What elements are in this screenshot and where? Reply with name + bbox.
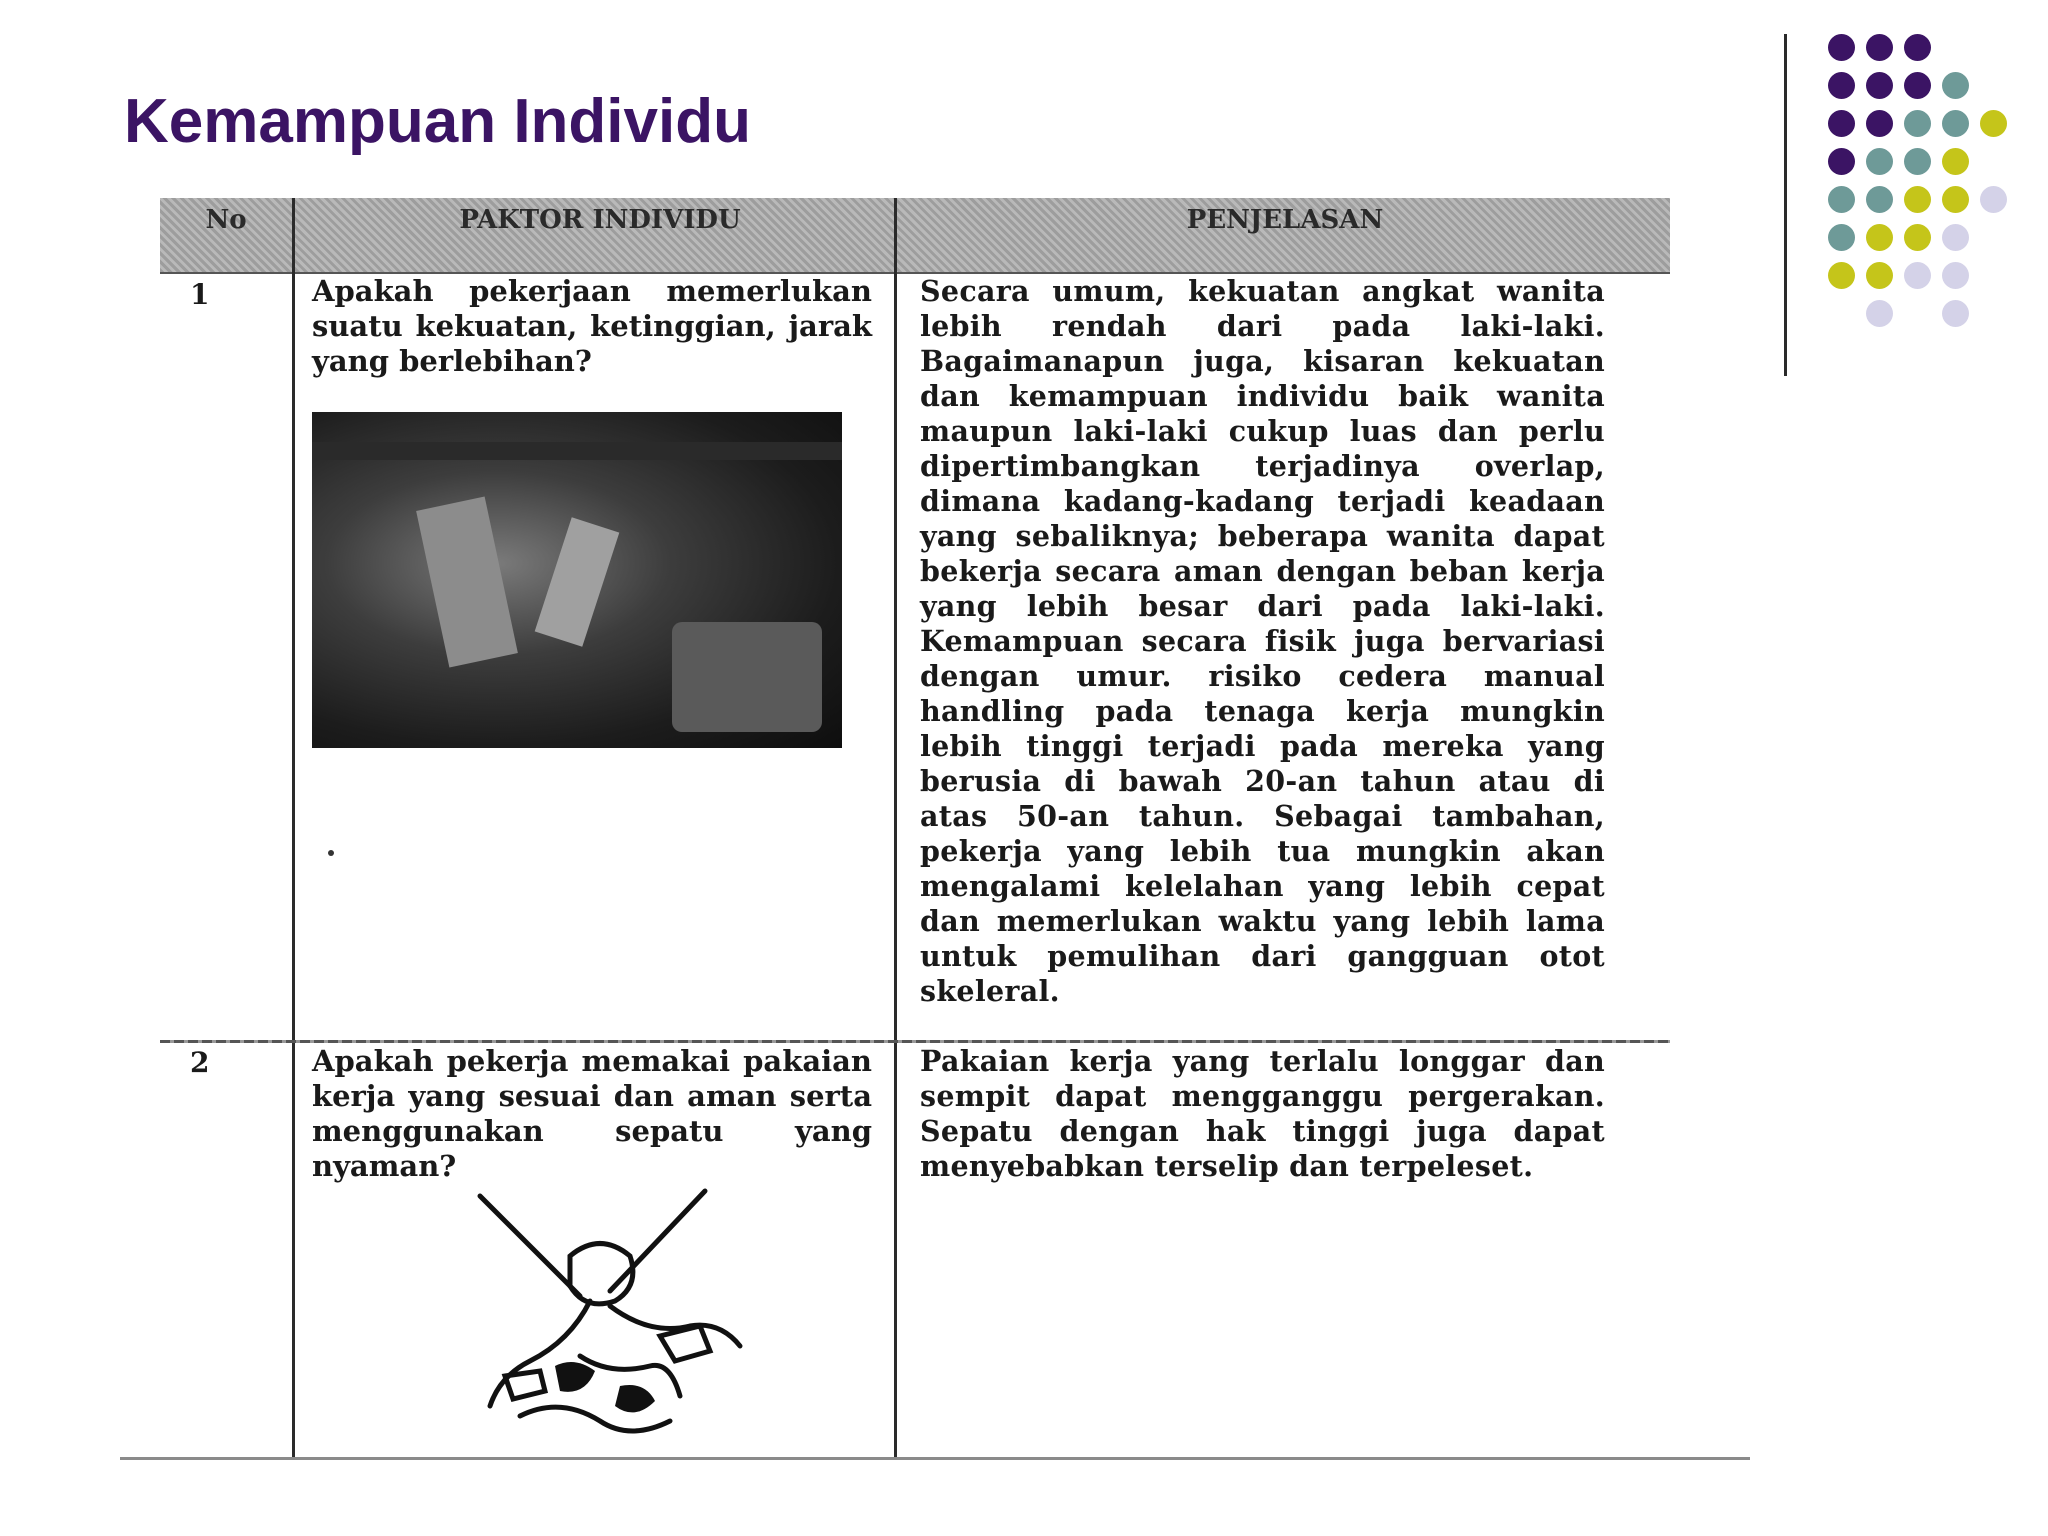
table-header <box>160 198 1670 274</box>
column-divider <box>292 198 295 1460</box>
decor-dot <box>1942 300 1969 327</box>
bottom-rule <box>120 1457 1750 1460</box>
decor-dot <box>1828 110 1855 137</box>
factor-explanation: Secara umum, kekuatan angkat wanita lebih rendah dari pada laki-laki. Bagaimanapun juga, kisaran kekuatan dan kemampuan individu baik wanita maupun laki-laki cukup luas dan perlu dipertimbangkan terjadinya overlap, dimana kadang-kadang terjadi keadaan yang sebaliknya; beberapa wanita dapat bekerja secara aman dengan beban kerja yang lebih besar dari pada laki-laki. Kemampuan secara fisik juga bervariasi dengan umur. risiko cedera manual handling pada tenaga kerja mungkin lebih tinggi terjadi pada mereka yang berusia di bawah 20-an tahun atau di atas 50-an tahun. Sebagai tambahan, pekerja yang lebih tua mungkin akan mengalami kelelahan yang lebih cepat dan memerlukan waktu yang lebih lama untuk pemulihan dari gangguan otot skeleral. <box>920 274 1605 1008</box>
decor-dot <box>1904 110 1931 137</box>
decor-dot <box>1904 148 1931 175</box>
decor-dot <box>1942 262 1969 289</box>
decor-dot <box>1942 186 1969 213</box>
decor-dot <box>1942 72 1969 99</box>
decor-dot <box>1942 224 1969 251</box>
falling-worker-illustration <box>460 1186 760 1456</box>
decor-dot <box>1828 72 1855 99</box>
decor-dot <box>1980 110 2007 137</box>
row-number: 1 <box>190 278 210 311</box>
decor-dot <box>1980 186 2007 213</box>
decor-dot <box>1904 186 1931 213</box>
decor-dot <box>1866 186 1893 213</box>
slide-title: Kemampuan Individu <box>124 87 751 156</box>
decor-dot <box>1942 148 1969 175</box>
decor-dot <box>1866 34 1893 61</box>
worker-lifting-photo <box>312 412 842 748</box>
decor-dot <box>1866 110 1893 137</box>
decor-dot <box>1866 148 1893 175</box>
decor-dot <box>1866 300 1893 327</box>
factor-table <box>160 198 1670 1460</box>
header-no: No <box>205 205 247 235</box>
decor-dot <box>1942 110 1969 137</box>
decor-dot <box>1866 224 1893 251</box>
row-number: 2 <box>190 1046 210 1079</box>
row-divider <box>160 1040 1670 1043</box>
factor-explanation: Pakaian kerja yang terlalu longgar dan sempit dapat mengganggu pergerakan. Sepatu dengan hak tinggi juga dapat menyebabkan terselip dan terpeleset. <box>920 1044 1605 1183</box>
column-divider <box>894 198 897 1460</box>
stray-mark <box>328 850 334 856</box>
factor-question: Apakah pekerjaan memerlukan suatu kekuatan, ketinggian, jarak yang berlebihan? <box>312 274 872 378</box>
header-factor: PAKTOR INDIVIDU <box>459 205 741 235</box>
factor-question: Apakah pekerja memakai pakaian kerja yang sesuai dan aman serta menggunakan sepatu yang nyaman? <box>312 1044 872 1183</box>
decor-dot <box>1828 34 1855 61</box>
decor-dot <box>1866 72 1893 99</box>
decor-dot <box>1904 72 1931 99</box>
decor-dot <box>1828 186 1855 213</box>
header-explanation: PENJELASAN <box>1186 205 1384 235</box>
decor-dot <box>1828 224 1855 251</box>
decor-dot <box>1866 262 1893 289</box>
decor-dot <box>1828 148 1855 175</box>
decor-dot <box>1904 34 1931 61</box>
decor-dot <box>1904 224 1931 251</box>
decor-dot <box>1828 262 1855 289</box>
decor-dot <box>1904 262 1931 289</box>
title-divider <box>1784 34 1787 376</box>
